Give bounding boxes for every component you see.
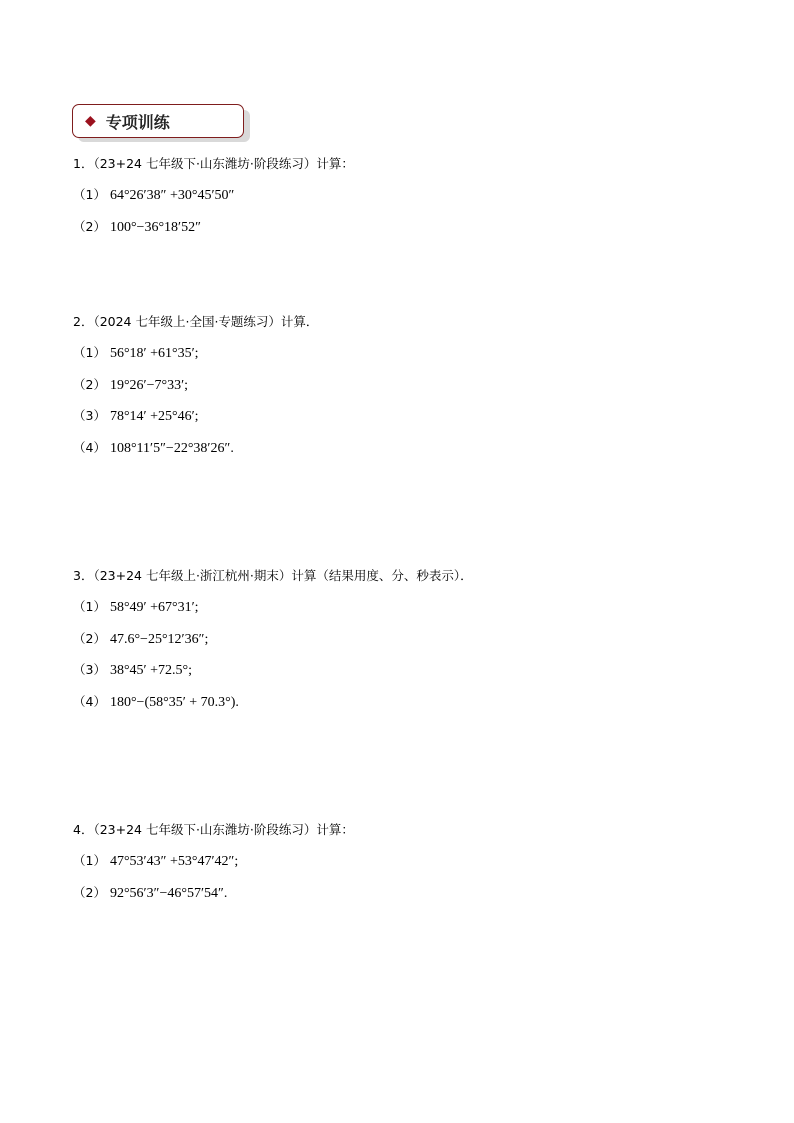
sub-item-expression: 108°11′5″−22°38′26″.: [109, 440, 234, 456]
sub-item: [73, 408, 318, 424]
sub-item-expression: 58°49′ +67°31′;: [109, 600, 199, 615]
section-header: [72, 104, 246, 140]
sub-item-expression: 19°26′−7°33′;: [109, 377, 189, 393]
question-stem: 1．（23+24 七年级下·山东潍坊·阶段练习）计算：: [73, 156, 354, 171]
sub-item-expression: 47.6°−25°12′36″;: [109, 631, 209, 647]
sub-item: [73, 853, 354, 869]
question-2: [73, 314, 318, 471]
sub-item-expression: 56°18′ +61°35′;: [109, 346, 199, 361]
sub-item: [73, 377, 318, 393]
sub-item-number: （3）: [73, 408, 106, 423]
sub-item-number: （2）: [73, 376, 106, 392]
sub-item: [73, 662, 473, 678]
question-1: [73, 156, 354, 250]
sub-item: [73, 219, 354, 235]
sub-item-expression: 64°26′38″ +30°45′50″: [109, 188, 235, 203]
sub-item-number: （1）: [73, 599, 106, 614]
sub-item-expression: 38°45′ +72.5°;: [109, 663, 192, 678]
sub-item-expression: 92°56′3″−46°57′54″.: [109, 885, 228, 901]
sub-item-number: （1）: [73, 187, 106, 202]
section-header-box: [72, 104, 244, 138]
sub-item: [73, 694, 473, 710]
question-4: [73, 822, 354, 916]
sub-item: [73, 345, 318, 361]
sub-item: [73, 187, 354, 203]
diamond-icon: ◆: [85, 113, 96, 129]
question-stem: 4．（23+24 七年级下·山东潍坊·阶段练习）计算：: [73, 822, 354, 837]
sub-item-number: （4）: [73, 693, 106, 709]
section-title: 专项训练: [105, 112, 170, 132]
sub-item-expression: 100°−36°18′52″: [109, 219, 201, 235]
sub-item: [73, 599, 473, 615]
sub-item: [73, 631, 473, 647]
question-stem: 3．（23+24 七年级上·浙江杭州·期末）计算（结果用度、分、秒表示）．: [73, 568, 473, 583]
sub-item-expression: 180°−(58°35′ + 70.3°).: [109, 694, 239, 710]
sub-item-expression: 78°14′ +25°46′;: [109, 409, 199, 424]
sub-item: [73, 885, 354, 901]
sub-item: [73, 440, 318, 456]
sub-item-number: （1）: [73, 345, 106, 360]
sub-item-expression: 47°53′43″ +53°47′42″;: [109, 854, 239, 869]
sub-item-number: （2）: [73, 218, 106, 234]
sub-item-number: （4）: [73, 439, 106, 455]
sub-item-number: （2）: [73, 884, 106, 900]
question-3: [73, 568, 473, 725]
sub-item-number: （2）: [73, 630, 106, 646]
sub-item-number: （3）: [73, 662, 106, 677]
sub-item-number: （1）: [73, 853, 106, 868]
question-stem: 2．（2024 七年级上·全国·专题练习）计算．: [73, 314, 319, 329]
